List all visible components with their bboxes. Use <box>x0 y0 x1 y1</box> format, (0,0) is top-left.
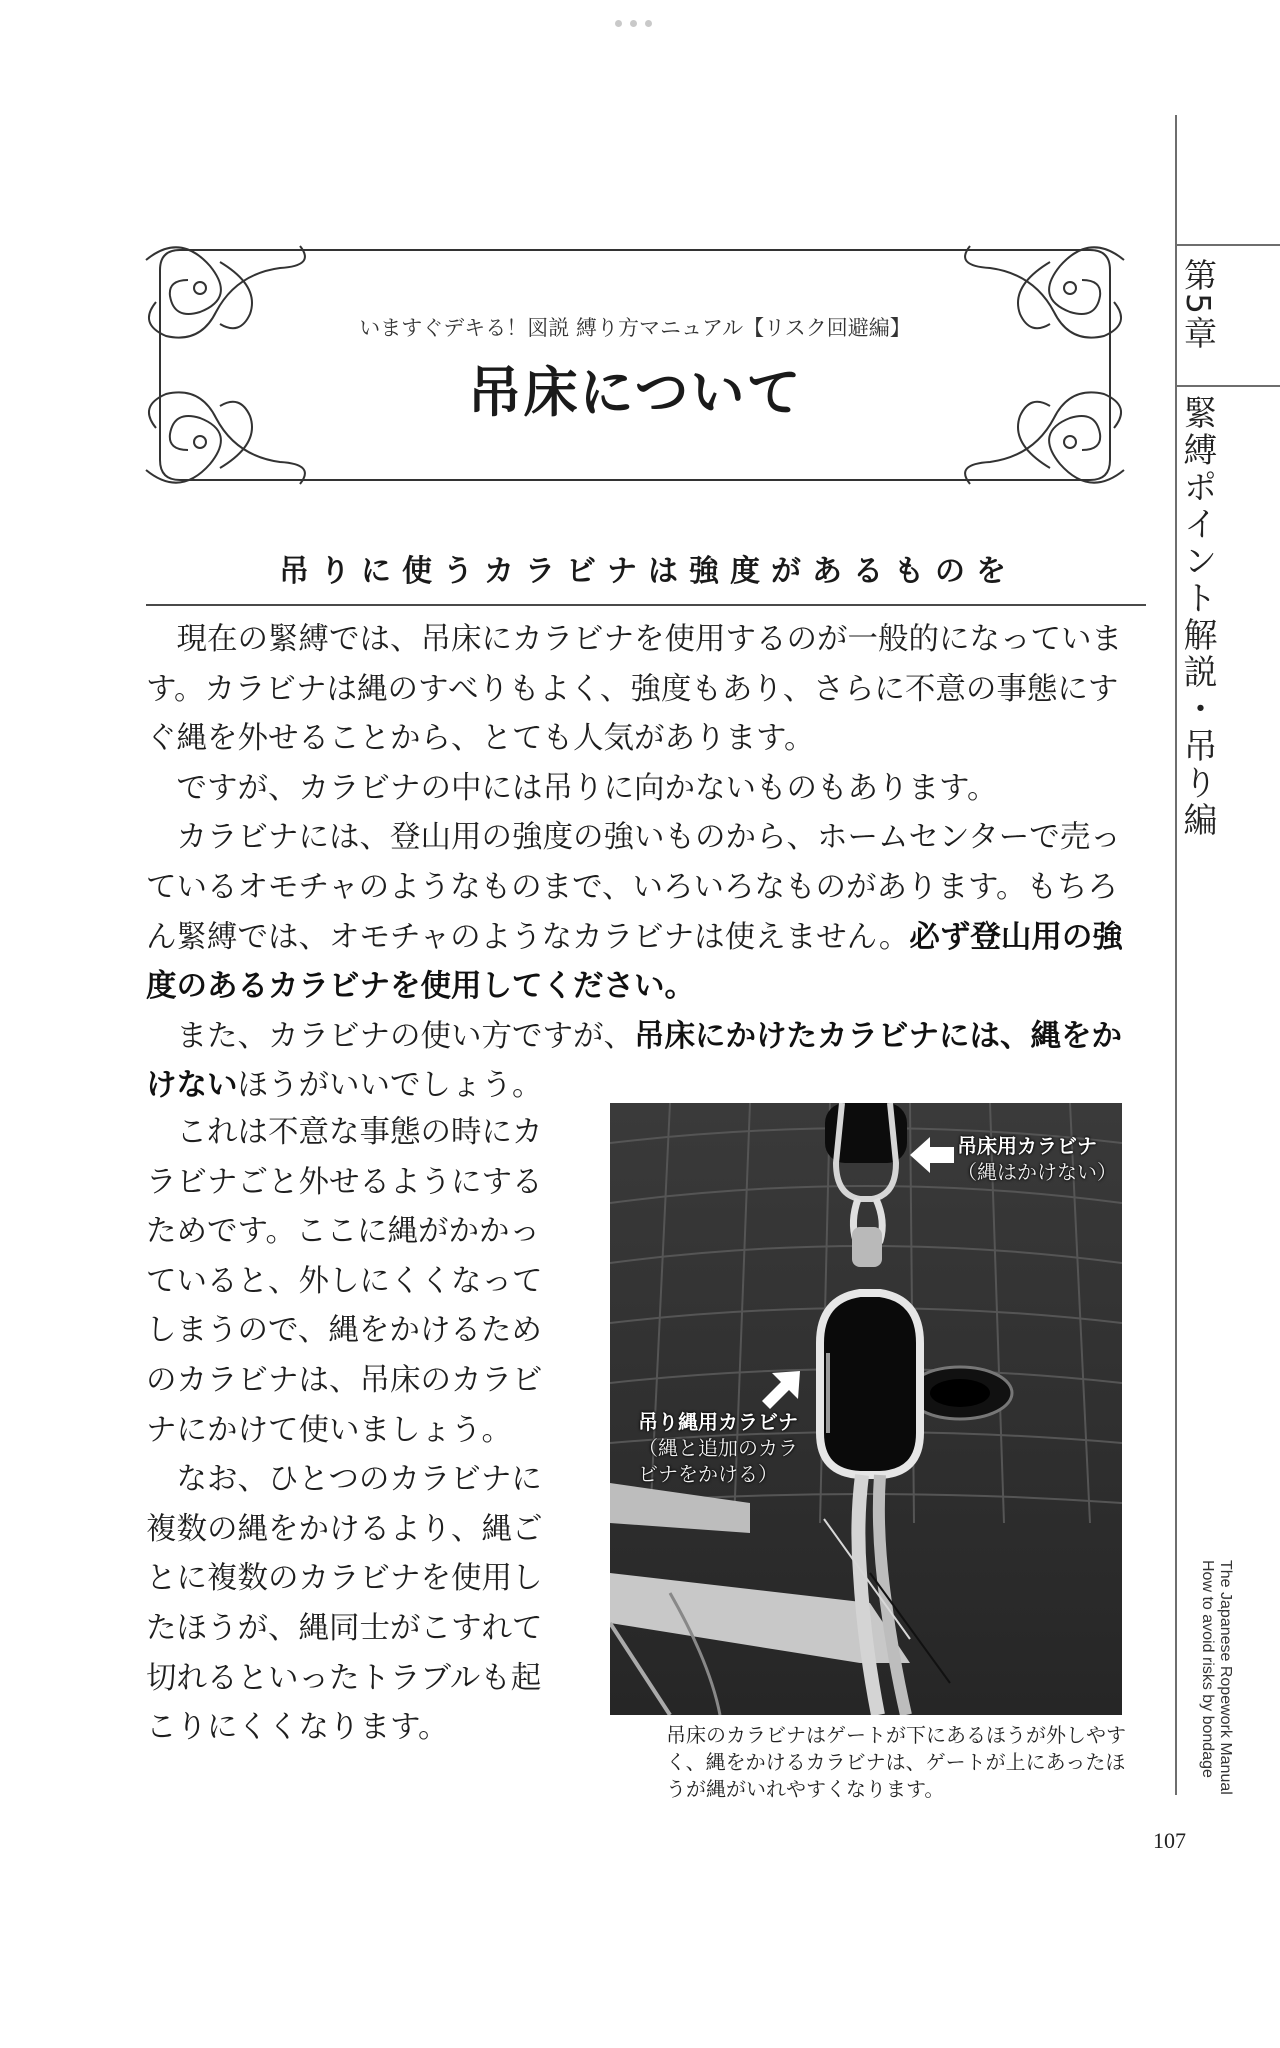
paragraph-3-emphasis: 必ず登山用の強度のあるカラビナを使用してください。 <box>146 919 1123 1005</box>
series-title: いますぐデキる！図説 縛り方マニュアル【リスク回避編】 <box>359 316 911 340</box>
chapter-label: 第5章 <box>1179 258 1218 351</box>
page-menu-dots[interactable] <box>615 20 652 27</box>
page-number: 107 <box>1153 1828 1186 1853</box>
label-ceiling-carabiner <box>957 1133 1117 1185</box>
paragraph-3 <box>146 813 1146 1011</box>
label-rope-carabiner <box>638 1409 798 1487</box>
photo-caption: 吊床のカラビナはゲートが下にあるほうが外しやすく、縄をかけるカラビナは、ゲートが上にあったほうが縄がいれやすくなります。 <box>666 1723 1126 1801</box>
paragraph-4 <box>146 1012 1146 1111</box>
paragraph-4-end: ほうがいいでしょう。 <box>237 1068 543 1104</box>
paragraph-2: ですが、カラビナの中には吊りに向かないものもあります。 <box>176 770 998 806</box>
label-rope-carabiner-note-1: （縄と追加のカラ <box>638 1436 798 1460</box>
label-rope-carabiner-note-2: ビナをかける） <box>638 1462 778 1486</box>
side-divider-middle <box>1175 385 1280 387</box>
side-divider-top <box>1175 244 1280 246</box>
body-text-narrow <box>146 1108 566 1753</box>
label-ceiling-carabiner-title: 吊床用カラビナ <box>957 1134 1097 1158</box>
paragraph-4-emphasis: 吊床にかけたカラビナには、縄をかけない <box>146 1018 1122 1104</box>
carabiner-photo <box>610 1103 1122 1715</box>
paragraph-6: なお、ひとつのカラビナに複数の縄をかけるより、縄ごとに複数のカラビナを使用したほうが、縄同士がこすれて切れるといったトラブルも起こりにくくなります。 <box>146 1462 543 1746</box>
english-title-line-1: The Japanese Ropework Manual <box>1217 1560 1234 1795</box>
paragraph-1: 現在の緊縛では、吊床にカラビナを使用するのが一般的になっています。カラビナは縄のすべりもよく、強度もあり、さらに不意の事態にすぐ縄を外せることから、とても人気があります。 <box>146 622 1122 757</box>
label-ceiling-carabiner-note: （縄はかけない） <box>957 1160 1117 1184</box>
section-label: 緊縛ポイント解説・吊り編 <box>1177 395 1217 839</box>
page-title: 吊床について <box>467 361 803 424</box>
label-rope-carabiner-title: 吊り縄用カラビナ <box>638 1410 798 1434</box>
paragraph-5: これは不意な事態の時にカラビナごと外せるようにするためです。ここに縄がかかっていると、外しにくくなってしまうので、縄をかけるためのカラビナは、吊床のカラビナにかけて使いましょう。 <box>146 1115 543 1448</box>
heading-rule <box>146 604 1146 606</box>
paragraph-3-text: カラビナには、登山用の強度の強いものから、ホームセンターで売っているオモチャのようなものまで、いろいろなものがあります。もちろん緊縛では、オモチャのようなカラビナは使えません。 <box>146 820 1121 955</box>
english-title-line-2: How to avoid risks by bondage <box>1199 1560 1216 1778</box>
section-heading: 吊りに使うカラビナは強度があるものを <box>279 554 1017 589</box>
arrow-left-icon <box>910 1137 954 1173</box>
arrow-up-right-icon <box>760 1371 800 1411</box>
english-book-title <box>1198 1560 1234 1795</box>
side-divider-vertical <box>1175 115 1177 1795</box>
paragraph-4-text: また、カラビナの使い方ですが、 <box>176 1018 634 1054</box>
body-text-full <box>146 615 1146 1111</box>
